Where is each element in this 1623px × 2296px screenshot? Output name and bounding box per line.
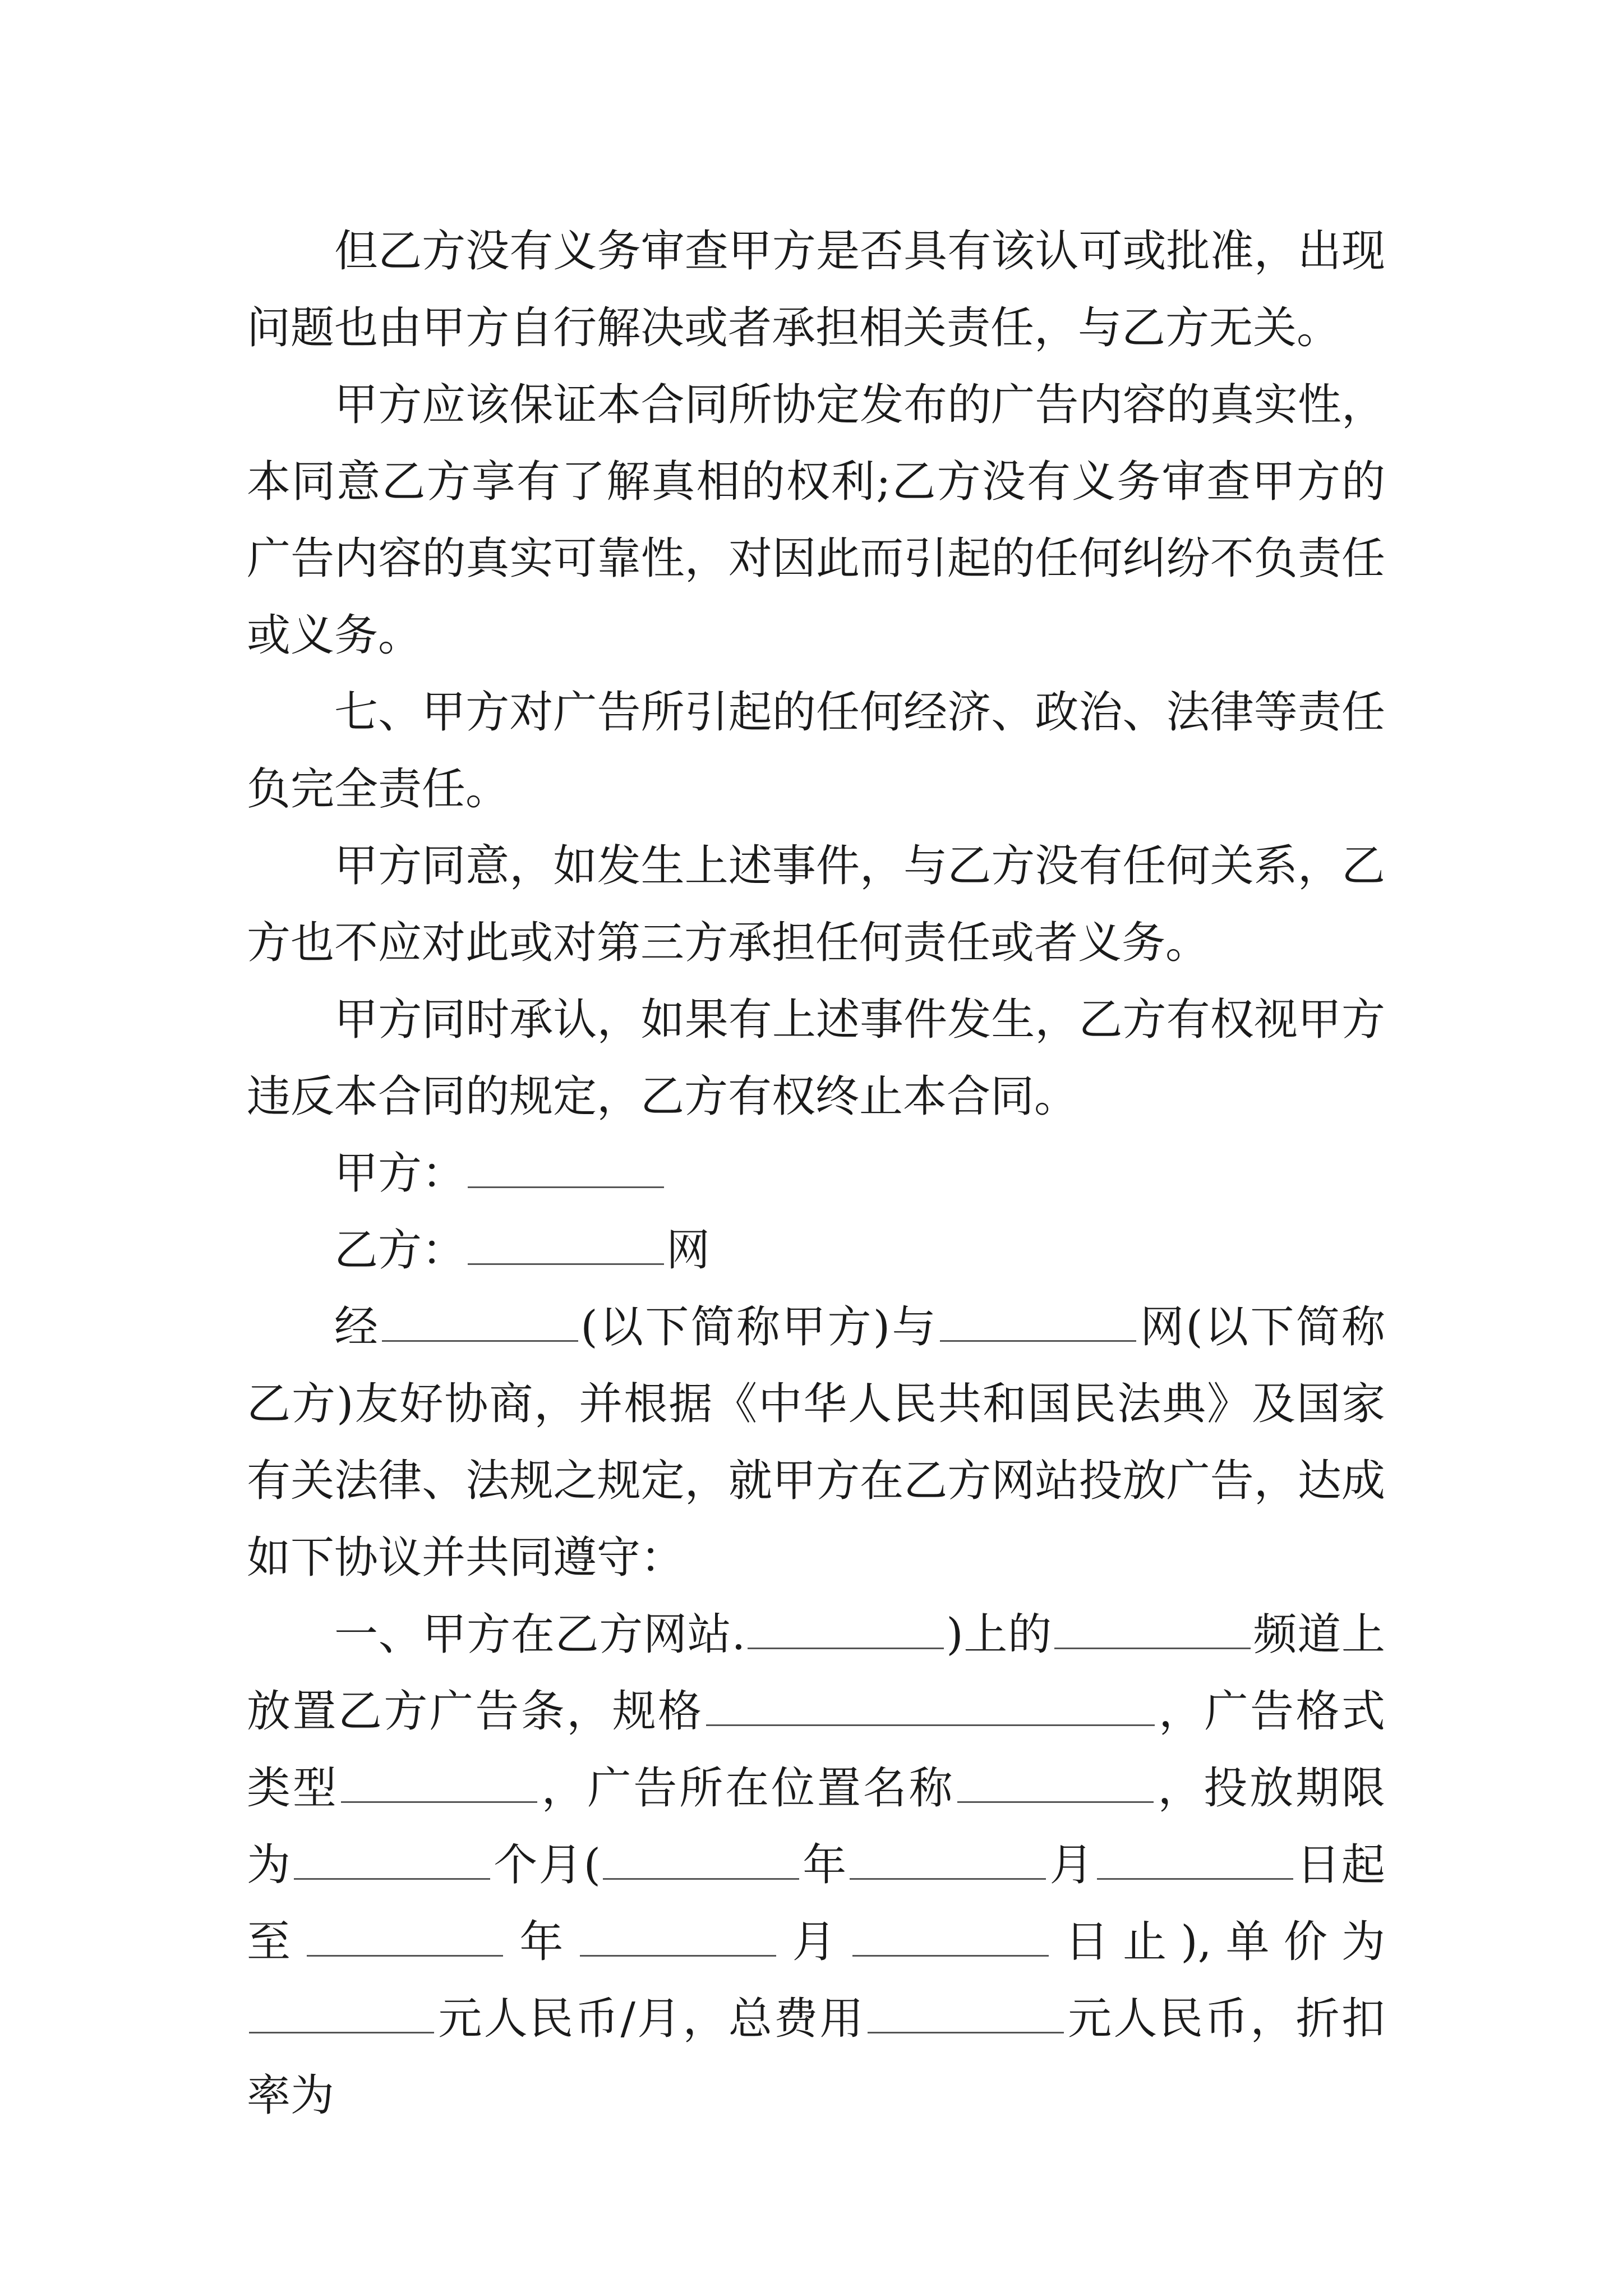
party-a-label: 甲方：: [334, 1148, 466, 1199]
paragraph-approval-review: [247, 213, 1385, 367]
start-day-blank[interactable]: [1097, 1844, 1293, 1880]
format-type-blank[interactable]: [341, 1768, 537, 1803]
clause-one-text-3: 频道上放置乙方广告条，规格: [247, 1609, 1385, 1737]
clause-one-text-6: ，投放期限为: [247, 1763, 1385, 1890]
clause-one-text-4: ，广告格式类型: [247, 1686, 1385, 1814]
paragraph-text: 但乙方没有义务审查甲方是否具有该认可或批准，出现问题也由甲方自行解决或者承担相关责任，与乙方无关。: [247, 226, 1385, 353]
paragraph-clause-seven: [247, 674, 1385, 828]
total-fee-blank[interactable]: [868, 1998, 1064, 2033]
paragraph-clause-one: [247, 1596, 1385, 2134]
spec-blank[interactable]: [706, 1691, 1155, 1726]
party-b-blank[interactable]: [468, 1230, 664, 1265]
paragraph-text: 七、甲方对广告所引起的任何经济、政治、法律等责任负完全责任。: [247, 687, 1385, 815]
months-blank[interactable]: [294, 1844, 490, 1880]
start-month-blank[interactable]: [850, 1844, 1046, 1880]
unit-price-blank[interactable]: [249, 1998, 434, 2033]
party-b-suffix: 网: [666, 1225, 711, 1276]
paragraph-text: 甲方同时承认，如果有上述事件发生，乙方有权视甲方违反本合同的规定，乙方有权终止本合同。: [247, 995, 1385, 1122]
clause-one-text-13: 日止),单价为: [1050, 1917, 1385, 1967]
intro-text-1: 经: [334, 1302, 380, 1352]
website-blank[interactable]: [748, 1614, 944, 1649]
clause-one-text-10: 日起至: [247, 1840, 1385, 1967]
clause-one-text-8: 年: [801, 1840, 848, 1890]
paragraph-authenticity: [247, 367, 1385, 674]
intro-text-2: (以下简称甲方)与: [580, 1302, 938, 1352]
paragraph-intro: [247, 1289, 1385, 1596]
channel-blank[interactable]: [1054, 1614, 1251, 1649]
party-a-line: [247, 1135, 1385, 1212]
clause-one-text-9: 月: [1048, 1840, 1095, 1890]
intro-party-b-blank[interactable]: [940, 1306, 1136, 1342]
end-month-blank[interactable]: [580, 1921, 776, 1957]
paragraph-termination: [247, 982, 1385, 1135]
position-name-blank[interactable]: [957, 1768, 1154, 1803]
end-year-blank[interactable]: [307, 1921, 503, 1957]
paragraph-text: 甲方同意，如发生上述事件，与乙方没有任何关系，乙方也不应对此或对第三方承担任何责任或者义务。: [247, 841, 1385, 968]
clause-one-text-5: ，广告所在位置名称: [539, 1763, 955, 1814]
intro-party-a-blank[interactable]: [382, 1306, 578, 1342]
document-page: [247, 213, 1385, 2134]
end-day-blank[interactable]: [852, 1921, 1049, 1957]
paragraph-no-liability: [247, 828, 1385, 982]
clause-one-text-11: 年: [505, 1917, 578, 1967]
party-b-label: 乙方：: [334, 1225, 466, 1276]
party-a-blank[interactable]: [468, 1153, 664, 1188]
clause-one-text-7: 个月(: [492, 1840, 601, 1890]
clause-one-text-2: )上的: [946, 1609, 1052, 1660]
party-b-line: [247, 1212, 1385, 1289]
clause-one-text-12: 月: [778, 1917, 850, 1967]
paragraph-text: 甲方应该保证本合同所协定发布的广告内容的真实性，本同意乙方享有了解真相的权利;乙方没有义务审查甲方的广告内容的真实可靠性，对因此而引起的任何纠纷不负责任或义务。: [247, 380, 1385, 661]
clause-one-text-15: 元人民币，折扣率为: [247, 1994, 1385, 2121]
clause-one-text-14: 元人民币/月，总费用: [436, 1994, 865, 2044]
intro-text-3: 网(以下简称乙方)友好协商，并根据《中华人民共和国民法典》及国家有关法律、法规之规定，就甲方在乙方网站投放广告，达成如下协议并共同遵守：: [247, 1302, 1385, 1583]
start-year-blank[interactable]: [603, 1844, 799, 1880]
clause-one-text-1: 一、甲方在乙方网站.: [334, 1609, 746, 1660]
